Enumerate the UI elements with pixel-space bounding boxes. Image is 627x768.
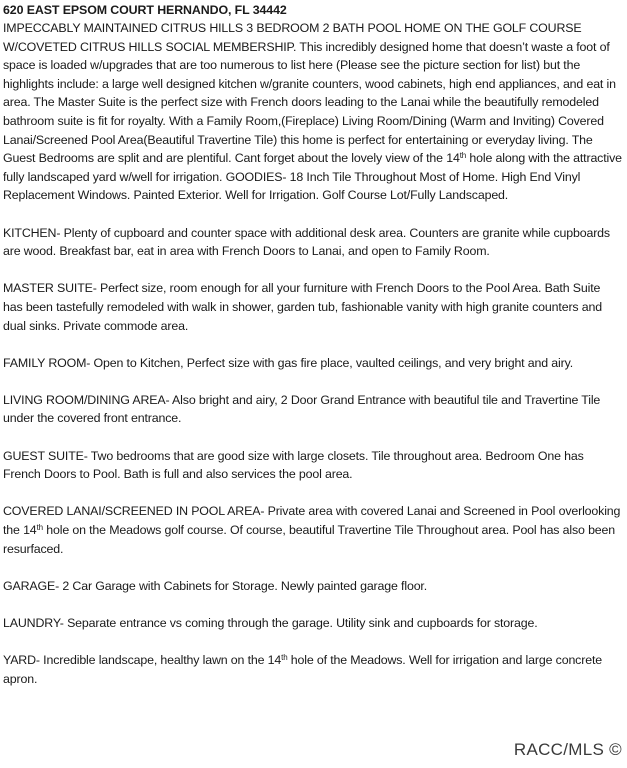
intro-paragraph	[3, 19, 623, 205]
yard-ordinal-suffix: th	[281, 653, 288, 663]
listing-document	[3, 2, 623, 707]
guest-suite-paragraph: GUEST SUITE- Two bedrooms that are good size with large closets. Tile throughout area. Bedroom One has French Doors to Pool. Bath is full and also services the pool area.	[3, 448, 584, 482]
property-address: 620 EAST EPSOM COURT HERNANDO, FL 34442	[3, 3, 287, 17]
laundry-paragraph: LAUNDRY- Separate entrance vs coming through the garage. Utility sink and cupboards for storage.	[3, 616, 538, 630]
lanai-text-2: hole on the Meadows golf course. Of course, beautiful Travertine Tile Throughout area. Pool has also been resurfaced.	[3, 523, 616, 556]
yard-text-1: YARD- Incredible landscape, healthy lawn on the 14	[3, 653, 282, 668]
lanai-ordinal-suffix: th	[36, 523, 43, 533]
intro-text-1: IMPECCABLY MAINTAINED CITRUS HILLS 3 BEDROOM 2 BATH POOL HOME ON THE GOLF COURSE W/COVETED CITRUS HILLS SOCIAL MEMBERSHIP. This incredibly designed home that doesn’t waste a foot of space is loaded w/upgrades that are too numerous to list here (Please see the picture section for list) but the highlights include: a large well designed kitchen w/granite counters, wood cabinets, high end appliances, and eat in area. The Master Suite is the perfect size with French doors leading to the Lanai while the beautifully remodeled bathroom suite is fit for royalty. With a Family Room,(Fireplace) Living Room/Dining (Warm and Inviting) Covered Lanai/Screened Pool Area(Beautiful Travertine Tile) this home is perfect for entertaining or everyday living. The Guest Bedrooms are split and are plentiful. Cant forget about the lovely view of the 14	[3, 21, 616, 166]
mls-watermark: RACC/MLS ©	[513, 740, 622, 759]
yard-text-2: hole of the Meadows. Well for irrigation and large concrete apron.	[3, 653, 602, 686]
garage-paragraph: GARAGE- 2 Car Garage with Cabinets for Storage. Newly painted garage floor.	[3, 578, 428, 593]
intro-ordinal-suffix: th	[459, 151, 467, 161]
lanai-text-1: COVERED LANAI/SCREENED IN POOL AREA- Private area with covered Lanai and Screened in Pool overlooking the 14	[3, 504, 621, 538]
kitchen-paragraph: KITCHEN- Plenty of cupboard and counter space with additional desk area. Counters are granite while cupboards are wood. Breakfast bar, eat in area with French Doors to Lanai, and open to Family Room.	[3, 225, 610, 259]
intro-text-2: hole along with the attractive fully landscaped yard w/well for irrigation. GOODIES- 18 Inch Tile Throughout Most of Home. High End Vinyl Replacement Windows. Painted Exterior. Well for Irrigation. Golf Course Lot/Fully Landscaped.	[3, 151, 622, 203]
family-room-paragraph: FAMILY ROOM- Open to Kitchen, Perfect size with gas fire place, vaulted ceilings, and very bright and airy.	[3, 355, 574, 370]
lanai-pool-paragraph	[3, 502, 623, 558]
yard-paragraph	[3, 651, 623, 688]
living-dining-paragraph: LIVING ROOM/DINING AREA- Also bright and airy, 2 Door Grand Entrance with beautiful tile and Travertine Tile under the covered front entrance.	[3, 392, 601, 426]
master-suite-paragraph: MASTER SUITE- Perfect size, room enough for all your furniture with French Doors to the Pool Area. Bath Suite has been tastefully remodeled with walk in shower, garden tub, fashionable vanity with high granite counters and dual sinks. Private commode area.	[3, 281, 602, 333]
